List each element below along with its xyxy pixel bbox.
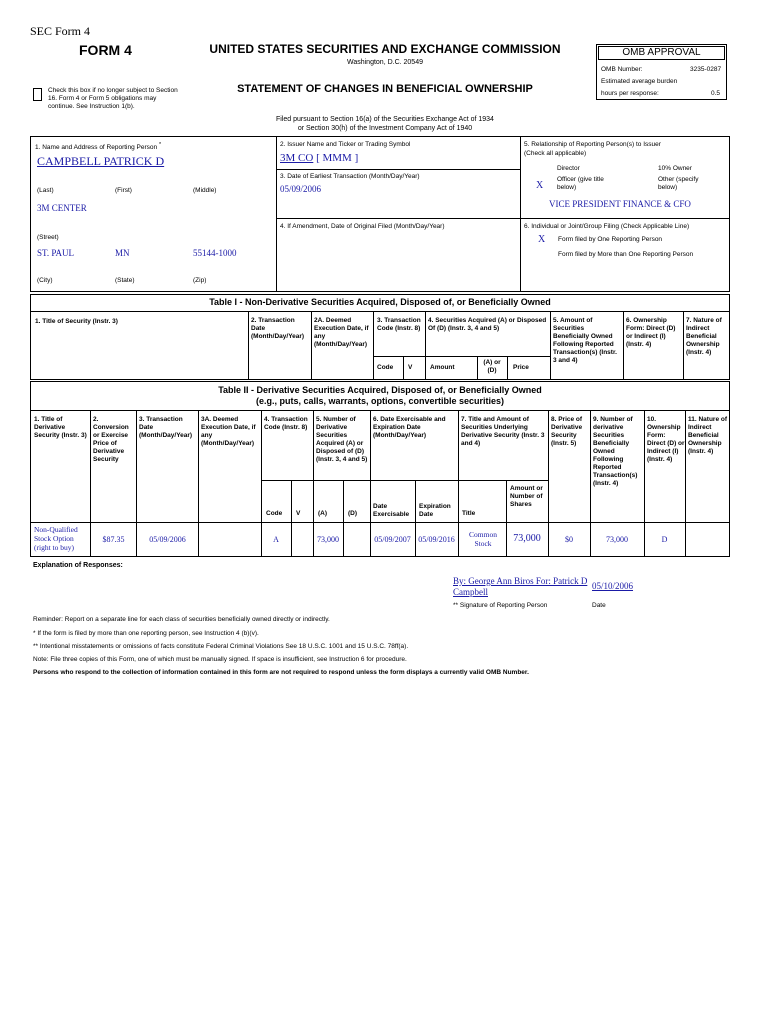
page-label: SEC Form 4 — [30, 24, 91, 38]
owner10-label: 10% Owner — [658, 165, 692, 172]
t2-a: (A) — [318, 510, 328, 517]
t2-row-title: Common Stock — [469, 530, 497, 548]
date-label: Date — [592, 602, 606, 609]
t2-expiration: Expiration Date — [419, 503, 451, 518]
officer-checkmark[interactable]: X — [536, 180, 544, 191]
middle-label: (Middle) — [193, 187, 217, 194]
t1-col5: 5. Amount of Securities Beneficially Owned Following Reported Transaction(s) (Instr. 3 and 4) — [553, 317, 617, 364]
form-title: FORM 4 — [79, 42, 132, 58]
zip-value: 55144-1000 — [193, 248, 237, 258]
t2-col10: 10. Ownership Form: Direct (D) or Indirect (I) (Instr. 4) — [647, 416, 685, 463]
t2-col3: 3. Transaction Date (Month/Day/Year) — [139, 416, 193, 439]
more-persons-label: Form filed by More than One Reporting Person — [558, 251, 694, 258]
t1-col4: 4. Securities Acquired (A) or Disposed Of (D) (Instr. 3, 4 and 5) — [428, 317, 547, 332]
t2-col6: 6. Date Exercisable and Expiration Date (Month/Day/Year) — [373, 416, 446, 439]
table2-title: Table II - Derivative Securities Acquired, Disposed of, or Beneficially Owned — [218, 385, 542, 395]
checkbox-text: Check this box if no longer subject to Section 16. Form 4 or Form 5 obligations may continue. See Instruction 1(b). — [48, 87, 178, 110]
t1-col3: 3. Transaction Code (Instr. 8) — [377, 317, 421, 332]
agency-location: Washington, D.C. 20549 — [346, 59, 423, 66]
t2-row-form: D — [661, 535, 668, 544]
note-1: * If the form is filed by more than one reporting person, see Instruction 4 (b)(v). — [33, 630, 259, 637]
last-label: (Last) — [37, 187, 54, 194]
t2-row-owned: 73,000 — [606, 535, 628, 544]
signature: By: George Ann Biros For: Patrick D Campbell — [453, 576, 588, 597]
t1-code: Code — [377, 364, 394, 371]
reporting-person-name[interactable]: CAMPBELL PATRICK D — [37, 154, 165, 168]
omb-burden-label: Estimated average burden — [601, 78, 678, 85]
t2-col11: 11. Nature of Indirect Beneficial Ownership (Instr. 4) — [688, 416, 728, 455]
t1-col2a: 2A. Deemed Execution Date, if any (Month/Day/Year) — [314, 317, 369, 348]
statement-title: STATEMENT OF CHANGES IN BENEFICIAL OWNERSHIP — [237, 83, 533, 95]
first-label: (First) — [115, 187, 132, 194]
t1-col6: 6. Ownership Form: Direct (D) or Indirect (I) (Instr. 4) — [626, 317, 676, 348]
t2-col1: 1. Title of Derivative Security (Instr. 3) — [34, 416, 87, 439]
box6-label: 6. Individual or Joint/Group Filing (Check Applicable Line) — [524, 223, 690, 230]
state-label: (State) — [115, 277, 135, 284]
box5-label: 5. Relationship of Reporting Person(s) to Issuer — [524, 141, 661, 148]
ticker-symbol: [ MMM ] — [316, 152, 359, 164]
t2-col4: 4. Transaction Code (Instr. 8) — [264, 416, 308, 431]
t2-d: (D) — [348, 510, 358, 517]
omb-title: OMB APPROVAL — [598, 46, 725, 60]
no-longer-subject-checkbox[interactable] — [33, 88, 42, 101]
box1-label: 1. Name and Address of Reporting Person * — [35, 142, 162, 152]
box2-label: 2. Issuer Name and Ticker or Trading Symbol — [280, 141, 411, 148]
street-label: (Street) — [37, 234, 59, 241]
t2-date-exercisable: Date Exercisable — [373, 503, 410, 518]
t1-col2: 2. Transaction Date (Month/Day/Year) — [251, 317, 305, 340]
omb-number-value: 3235-0287 — [690, 66, 722, 73]
t1-a-or-d: (A) or (D) — [483, 359, 501, 374]
t1-v: V — [408, 364, 413, 371]
table1-title: Table I - Non-Derivative Securities Acquired, Disposed of, or Beneficially Owned — [209, 297, 551, 307]
t1-col7: 7. Nature of Indirect Beneficial Ownership (Instr. 4) — [686, 317, 722, 356]
t2-row-date: 05/09/2006 — [149, 535, 186, 544]
filed-line-1: Filed pursuant to Section 16(a) of the Securities Exchange Act of 1934 — [276, 116, 494, 123]
state-value: MN — [115, 248, 130, 258]
t2-code: Code — [266, 510, 283, 517]
explanation-label: Explanation of Responses: — [33, 562, 123, 569]
one-person-label: Form filed by One Reporting Person — [558, 236, 663, 243]
t2-v: V — [296, 510, 301, 517]
t1-price: Price — [513, 364, 529, 371]
t2-col8: 8. Price of Derivative Security (Instr. 5) — [551, 416, 583, 447]
t2-row-security: Non-Qualified Stock Option (right to buy) — [34, 525, 78, 552]
director-label: Director — [557, 165, 580, 172]
box3-label: 3. Date of Earliest Transaction (Month/Day/Year) — [280, 173, 420, 180]
city-value: ST. PAUL — [37, 248, 75, 258]
t2-row-deriv-price: $0 — [565, 535, 573, 544]
box4-label: 4. If Amendment, Date of Original Filed (Month/Day/Year) — [280, 223, 445, 230]
note-2: ** Intentional misstatements or omissions of facts constitute Federal Criminal Violations See 18 U.S.C. 1001 and 15 U.S.C. 78ff(a). — [33, 643, 409, 650]
t2-row-date-ex: 05/09/2007 — [374, 535, 411, 544]
t2-col3a: 3A. Deemed Execution Date, if any (Month/Day/Year) — [201, 416, 256, 447]
t2-col9: 9. Number of derivative Securities Beneficially Owned Following Reported Transaction(s) (Instr. 4) — [593, 416, 638, 487]
filed-line-2: or Section 30(h) of the Investment Company Act of 1940 — [297, 125, 473, 132]
zip-label: (Zip) — [193, 277, 207, 284]
officer-label: Officer (give title below) — [557, 176, 604, 191]
t2-row-code: A — [273, 535, 279, 544]
city-label: (City) — [37, 277, 53, 284]
omb-hours-label: hours per response: — [601, 90, 659, 97]
officer-title: VICE PRESIDENT FINANCE & CFO — [549, 199, 691, 209]
issuer-name — [280, 152, 358, 164]
table2-subtitle: (e.g., puts, calls, warrants, options, convertible securities) — [255, 396, 505, 406]
box5-sublabel: (Check all applicable) — [524, 150, 587, 157]
reminder: Reminder: Report on a separate line for each class of securities beneficially owned directly or indirectly. — [33, 616, 330, 623]
omb-number-label: OMB Number: — [601, 66, 643, 73]
note-3: Note: File three copies of this Form, one of which must be manually signed. If space is insufficient, see Instruction 6 for procedure. — [33, 656, 407, 663]
signature-label: ** Signature of Reporting Person — [453, 602, 548, 609]
agency-title: UNITED STATES SECURITIES AND EXCHANGE COMMISSION — [209, 42, 561, 56]
note-4: Persons who respond to the collection of information contained in this form are not required to respond unless the form displays a currently valid OMB Number. — [33, 669, 529, 676]
signature-date: 05/10/2006 — [592, 581, 634, 591]
t1-amount: Amount — [430, 364, 455, 371]
omb-hours-value: 0.5 — [711, 90, 721, 97]
t2-row-shares: 73,000 — [513, 533, 541, 544]
t2-title: Title — [462, 510, 476, 517]
other-label: Other (specify below) — [658, 176, 699, 191]
street-value: 3M CENTER — [37, 203, 87, 213]
t1-col1: 1. Title of Security (Instr. 3) — [35, 318, 118, 325]
t2-row-price: $87.35 — [102, 535, 125, 544]
t2-col5: 5. Number of Derivative Securities Acquired (A) or Disposed of (D) (Instr. 3, 4 and 5) — [316, 416, 368, 463]
one-person-checkmark[interactable]: X — [538, 234, 546, 245]
t2-row-expiration: 05/09/2016 — [418, 535, 455, 544]
t2-col2: 2. Conversion or Exercise Price of Derivative Security — [93, 416, 129, 463]
t2-amount-shares: Amount or Number of Shares — [510, 485, 543, 508]
t2-row-a: 73,000 — [317, 535, 339, 544]
issuer-link[interactable]: 3M CO — [280, 152, 314, 164]
earliest-transaction-date: 05/09/2006 — [280, 184, 322, 194]
t2-col7: 7. Title and Amount of Securities Underlying Derivative Security (Instr. 3 and 4) — [461, 416, 545, 447]
